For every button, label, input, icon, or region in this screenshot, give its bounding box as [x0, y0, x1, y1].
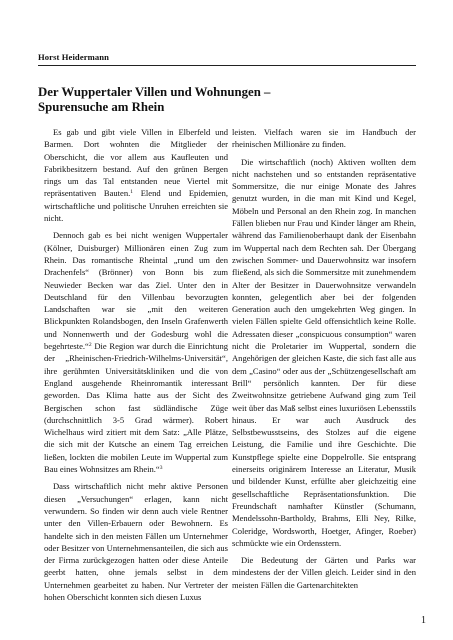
page-number: 1	[421, 615, 426, 626]
article-title	[38, 85, 418, 116]
footnote-ref: 1	[130, 189, 133, 196]
author-name: Horst Heidermann	[38, 52, 110, 62]
right-text-column	[232, 126, 416, 591]
paragraph-continuation: leisten. Vielfach waren sie im Handbuch der rheinischen Millionäre zu finden.	[232, 127, 416, 150]
article-title-line-2: Spurensuche am Rhein	[38, 100, 165, 115]
footnote-ref: 3	[159, 465, 163, 472]
header-rule	[38, 65, 416, 66]
paragraph: Die Bedeutung der Gärten und Parks war mindestens der der Villen gleich. Leider sind in den meisten Fällen die Gartenarchitekten	[232, 555, 416, 590]
paragraph: Dass wirtschaftlich nicht mehr aktive Personen diesen „Versuchungen“ erlagen, kann nicht verwundern. So finden wir denn auch viele Rentner unter den Villen-Erbauern oder Bewohnern. Es handelte sich in den meisten Fällen um Unternehmer oder Besitzer von Unternehmensanteilen, die sich aus der Firma zurückgezogen hatten oder diese Anteile geerbt hatten, ohne jemals selbst in dem Unternehmen gearbeitet zu haben. Nur Vertreter der hohen Oberschicht konnten sich diesen Luxus	[44, 481, 228, 602]
paragraph: Dennoch gab es bei nicht wenigen Wuppertaler (Kölner, Duisburger) Millionären einen Zug zum Rhein. Das romantische Rheintal „rund um den Drachenfels“ (Brönner) von Bonn bis zum Neuwieder Becken war das Ziel. Unter den in Deutschland für den Villenbau bevorzugten Landschaften war sie „mit den weiteren Blickpunkten Rolandsbogen, den Inseln Grafenwerth und Nonnenwerth und der Godesburg wohl die begehrteste.“$^2$ Die Region war durch die Einrichtung der „Rheinischen-Friedrich-Wilhelms-Universität“, ihre gerühmten Universitätskliniken und die von England ausgehende Rheinromantik interessant geworden. Das Klima hatte aus der Sicht des Bergischen schon fast südländische Züge (durchschnittlich 3-5 Grad wärmer). Robert Wichelhaus wird zitiert mit dem Satz: „Alle Plätze, die sich mit der Kutsche an einem Tag erreichen ließen, lockten die mobilen Leute im Wuppertal zum Bau eines Wohnsitzes am Rhein.“$^3$	[44, 230, 228, 475]
paragraph: Die wirtschaftlich (noch) Aktiven wollten dem nicht nachstehen und so entstanden repräsentative Sommersitze, die nur einige Monate des Jahres genutzt wurden, in die man mit Kind und Kegel, Möbeln und Personal an den Rhein zog. In manchen Fällen blieben nur Frau und Kinder länger am Rhein, während das Familienoberhaupt dank der Eisenbahn im Wuppertal nach dem Rechten sah. Der Übergang zwischen Sommer- und Dauerwohnsitz war insofern fließend, als sich die Sommersitze mit zunehmendem Alter der Besitzer in Dauerwohnsitze verwandeln konnten, gelegentlich aber bei der folgenden Generation auch den umgekehrten Weg gingen. In vielen Fällen spielte Geld offensichtlich keine Rolle. Adressaten dieser „conspicuous consumption“ waren nicht die Proletarier im Wuppertal, sondern die Angehörigen der gleichen Kaste, die sich fast alle aus dem „Casino“ oder aus der „Schützengesellschaft am Brill“ persönlich kannten. Der für diese Zweitwohnsitze getriebene Aufwand ging zum Teil weit über das Maß selbst eines luxuriösen Lebensstils hinaus. Er war auch Ausdruck des Selbstbewusstseins, des Stolzes auf die eigene Leistung, die Familie und ihre Geschichte. Die Kunstpflege spielte eine Doppelrolle. Sie entsprang einerseits originärem Interesse an Literatur, Musik und bildender Kunst, erfüllte aber gleichzeitig eine gesellschaftliche Repräsentationsfunktion. Die Freundschaft namhafter Künstler (Schumann, Mendelssohn-Bartholdy, Brahms, Elli Ney, Rilke, Coleridge, Wordsworth, Hoetger, Afinger, Roeber) schmückte wie ein Ordensstern.	[232, 156, 416, 548]
left-text-column	[44, 126, 228, 603]
paragraph: Es gab und gibt viele Villen in Elberfeld und Barmen. Dort wohnten die Mitglieder der Oberschicht, die vor allem aus Kaufleuten und Fabrikbesitzern bestand. Auf den grünen Bergen rings um das Tal entstanden neue Viertel mit repräsentativen Bauten.$^1$ Elend und Epidemien, wirtschaftliche und politische Unruhen erreichten sie nicht.	[44, 127, 228, 224]
footnote-ref: 2	[88, 342, 92, 349]
article-title-line-1: Der Wuppertaler Villen und Wohnungen –	[38, 85, 271, 99]
